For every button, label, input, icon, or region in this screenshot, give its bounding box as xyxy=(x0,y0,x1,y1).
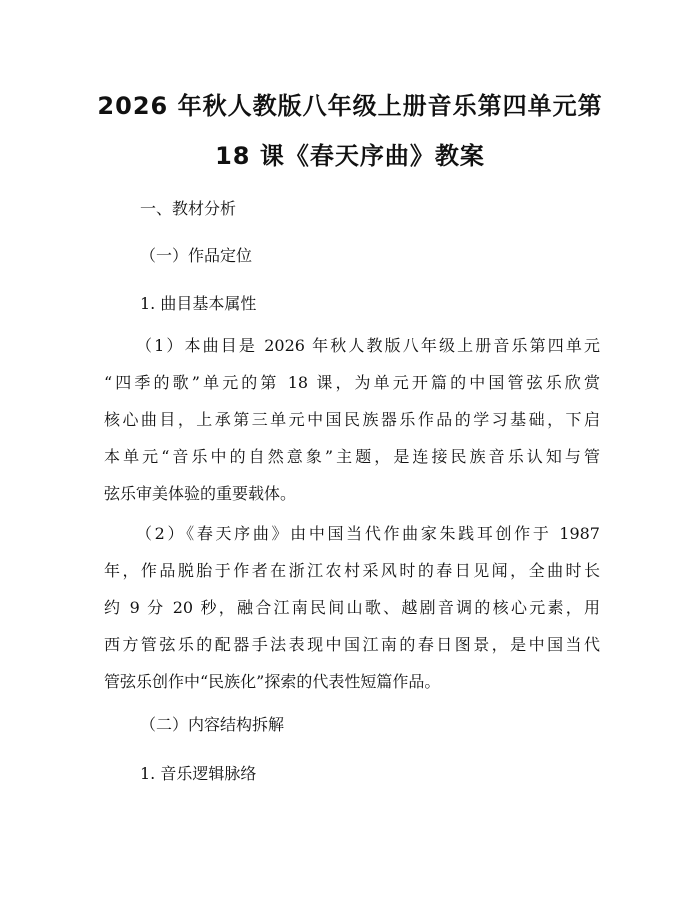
paragraph-1-line: （1）本曲目是 2026 年秋人教版八年级上册音乐第四单元 xyxy=(136,336,600,355)
subsubsection-heading-music-logic: 1. 音乐逻辑脉络 xyxy=(140,764,257,783)
paragraph-1-line: 本单元“音乐中的自然意象”主题，是连接民族音乐认知与管 xyxy=(104,447,600,466)
subsection-heading-work-positioning: （一）作品定位 xyxy=(140,246,253,265)
paragraph-1-line: “四季的歌”单元的第 18 课，为单元开篇的中国管弦乐欣赏 xyxy=(104,373,600,392)
subsection-heading-content-structure: （二）内容结构拆解 xyxy=(140,715,285,734)
paragraph-1 xyxy=(104,327,600,512)
paragraph-1-line: 弦乐审美体验的重要载体。 xyxy=(104,484,297,503)
section-heading-teaching-analysis: 一、教材分析 xyxy=(140,199,237,218)
paragraph-2-line: 西方管弦乐的配器手法表现中国江南的春日图景，是中国当代 xyxy=(104,635,600,654)
paragraph-2-line: 年，作品脱胎于作者在浙江农村采风时的春日见闻，全曲时长 xyxy=(104,561,600,580)
paragraph-2 xyxy=(104,515,600,700)
document-title-line-1: 2026 年秋人教版八年级上册音乐第四单元第 xyxy=(97,92,603,120)
paragraph-2-line: 约 9 分 20 秒，融合江南民间山歌、越剧音调的核心元素，用 xyxy=(104,598,600,617)
paragraph-2-line: （2）《春天序曲》由中国当代作曲家朱践耳创作于 1987 xyxy=(136,524,600,543)
paragraph-1-line: 核心曲目，上承第三单元中国民族器乐作品的学习基础，下启 xyxy=(104,410,600,429)
paragraph-2-line: 管弦乐创作中“民族化”探索的代表性短篇作品。 xyxy=(104,672,441,691)
document-title-line-2: 18 课《春天序曲》教案 xyxy=(215,142,485,170)
subsubsection-heading-basic-attributes: 1. 曲目基本属性 xyxy=(140,294,257,313)
